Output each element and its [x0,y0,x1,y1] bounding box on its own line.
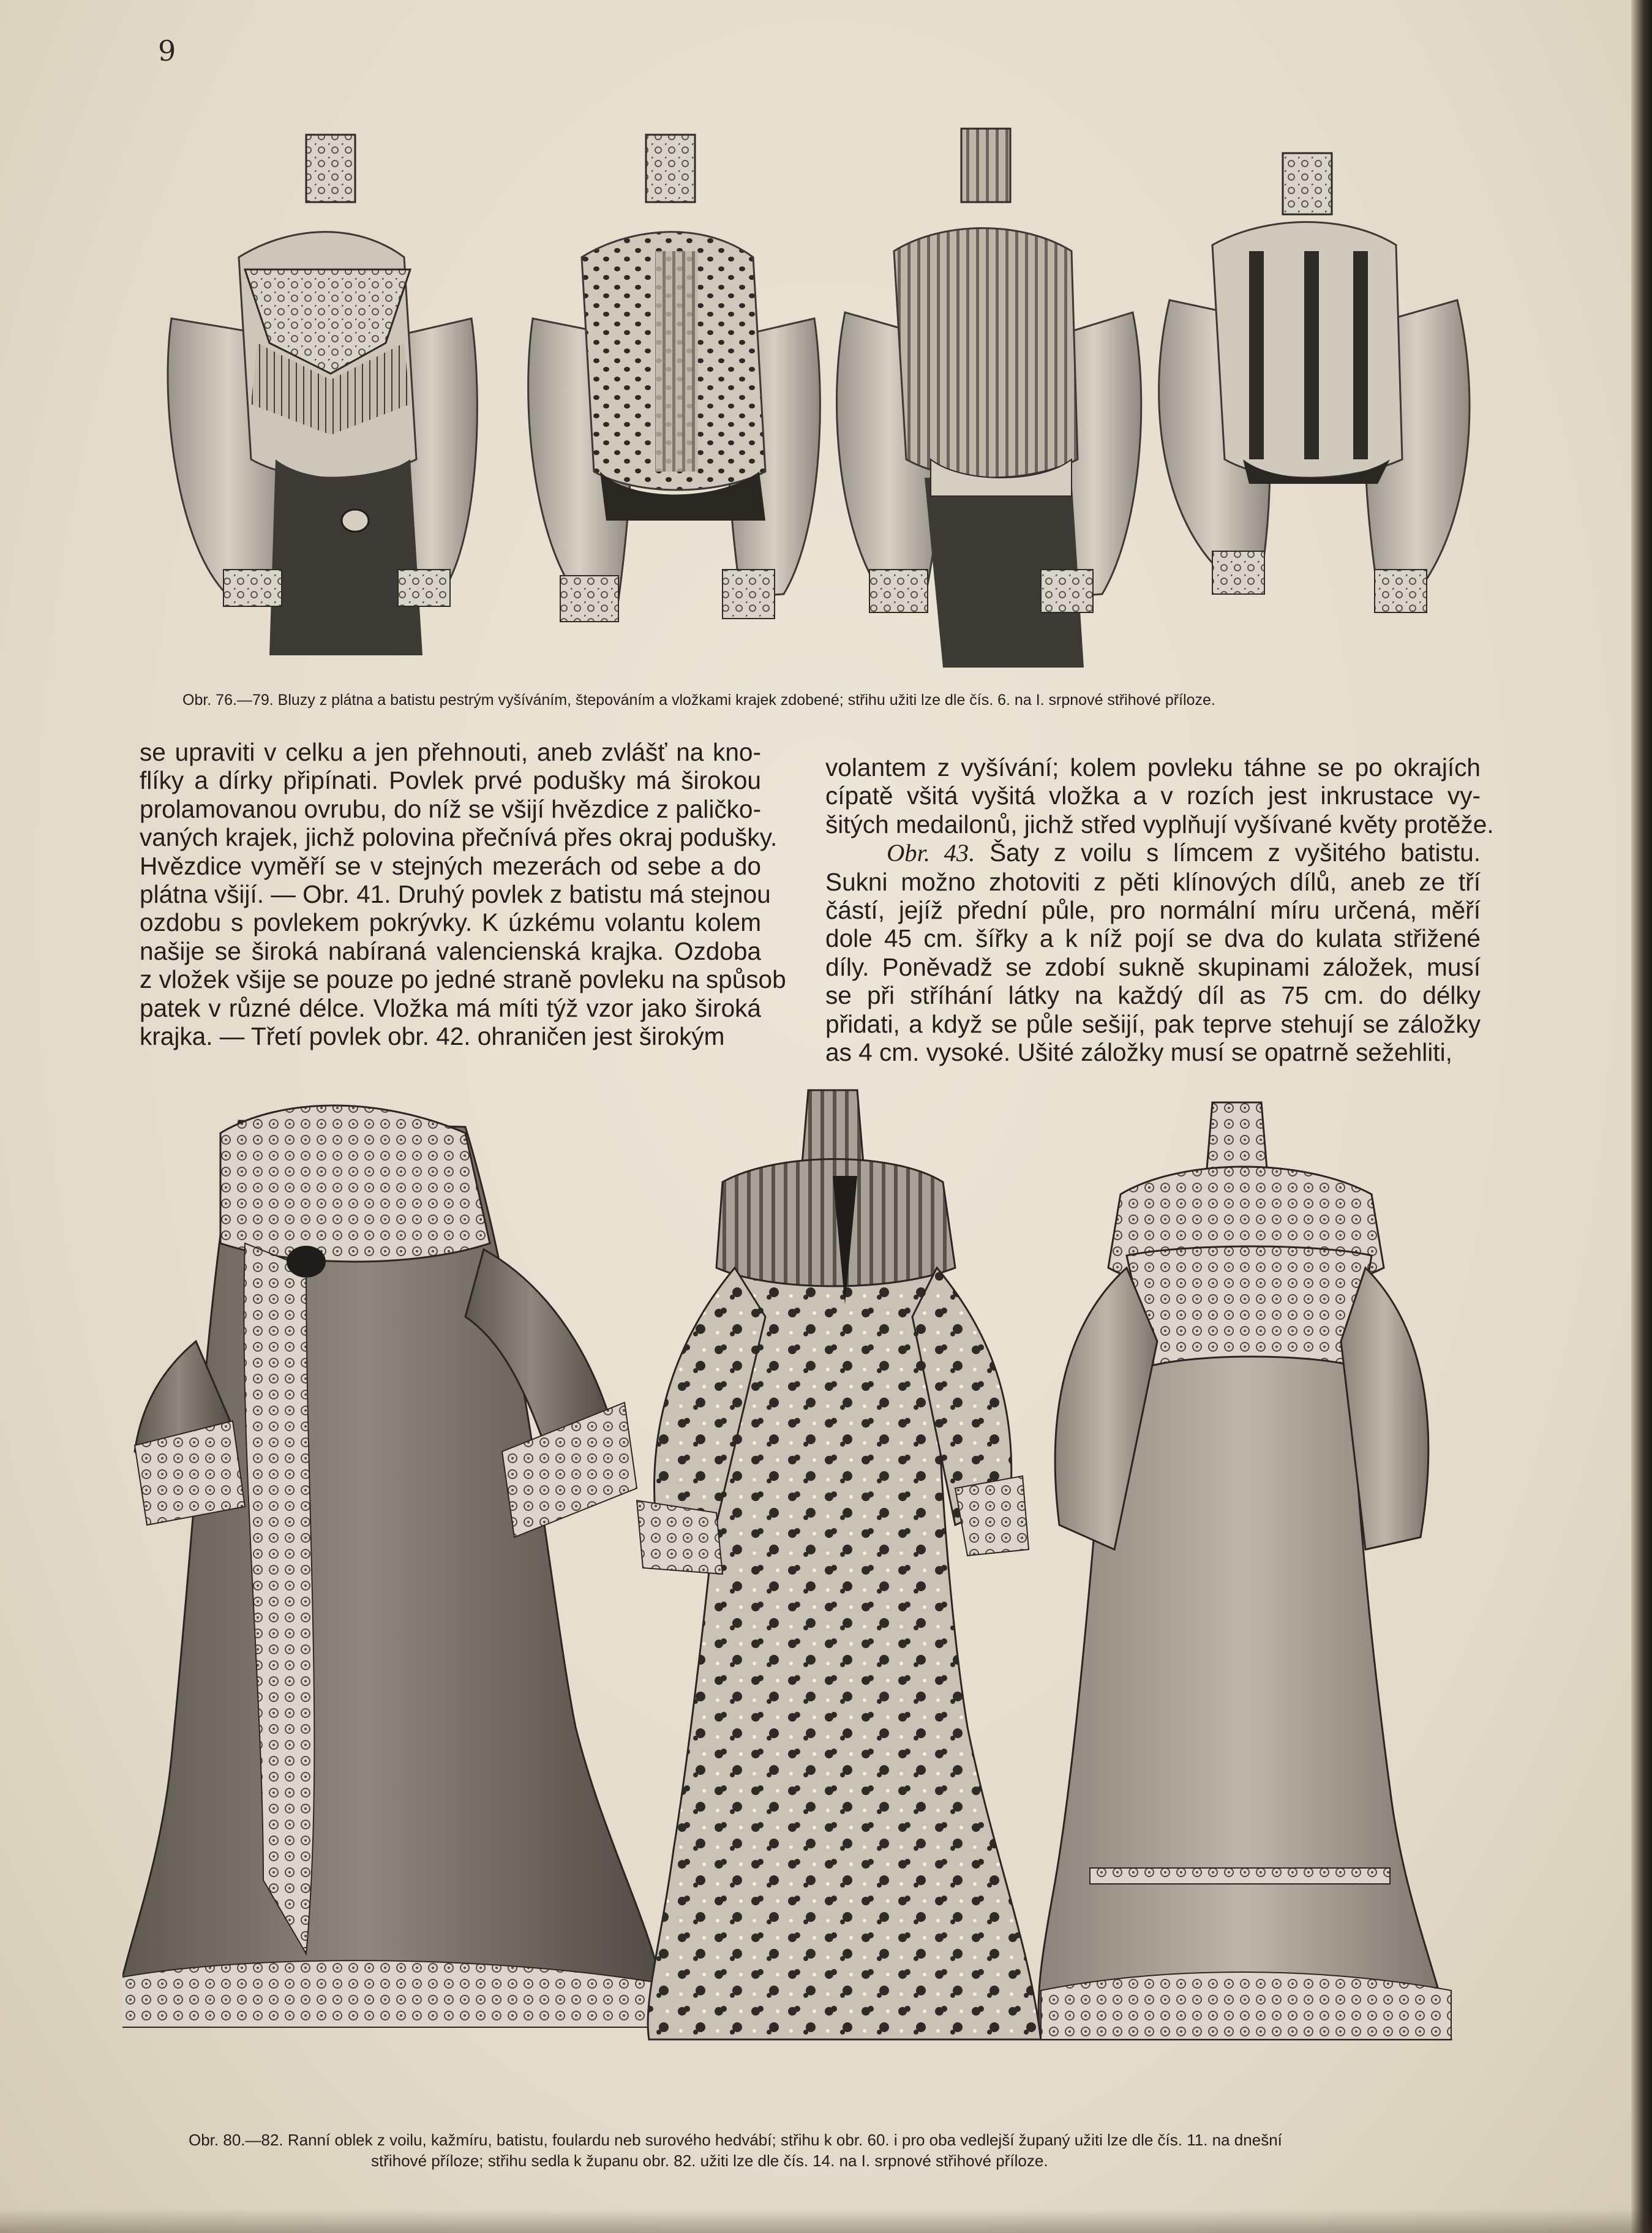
gown-illustrations [122,1084,1476,2125]
right-text-column [825,753,1494,1067]
gown-plate [122,1084,1476,2125]
right-line: dole 45 cm. šířky a k níž pojí se dva do kulata střižené [825,924,1481,953]
right-line: šitých medailonů, jichž střed vyplňují vyšívané květy protěže. [825,810,1494,838]
left-line: z vložek všije se pouze po jedné straně povleku na spůsob [140,965,786,994]
top-plate-caption: Obr. 76.—79. Bluzy z plátna a batistu pestrým vyšíváním, štepováním a vložkami krajek zdobené; střihu užiti lze dle čís. 6. na I. srpnové střihové příloze. [182,691,1215,709]
right-line: díly. Poněvadž se zdobí sukně skupinami záložek, musí [825,952,1481,981]
right-line: Sukni možno zhotoviti z pěti klínových dílů, aneb ze tří [825,867,1481,896]
right-line-fig-43 [825,838,1481,867]
left-line: plátna všijí. — Obr. 41. Druhý povlek z batistu má stejnou [140,880,771,909]
bottom-plate-caption-line-1: Obr. 80.—82. Ranní oblek z voilu, kažmíru, batistu, foulardu neb surového hedvábí; střihu k obr. 60. i pro oba vedlejší županý užiti lze dle čís. 11. na dnešní [189,2131,1282,2149]
right-line: částí, jejíž přední půle, pro normální míru určená, měří [825,896,1481,925]
right-line: cípatě všitá vyšitá vložka a v rozích jest inkrustace vy- [825,781,1481,810]
left-line: patek v různé délce. Vložka má míti týž vzor jako široká [140,993,761,1022]
blouse-plate [153,116,1506,668]
gown-82 [1038,1102,1451,2039]
blouse-76 [168,135,477,655]
page-number: 9 [158,34,176,67]
left-line: se upraviti v celku a jen přehnouti, aneb zvlášť na kno- [140,738,761,766]
right-line: as 4 cm. vysoké. Ušité záložky musí se opatrně sežehliti, [825,1038,1452,1067]
figure-reference: Obr. 43. [887,839,975,867]
left-line: prolamovanou ovrubu, do níž se všijí hvězdice z paličko- [140,794,761,823]
gown-81 [637,1090,1041,2039]
right-line: volantem z vyšívání; kolem povleku táhne se po okrajích [825,753,1481,781]
left-line: krajka. — Třetí povlek obr. 42. ohraničen jest širokým [140,1022,725,1051]
page-bottom-shadow [0,2209,1652,2233]
left-line: vaných krajek, jichž polovina přečnívá přes okraj podušky. [140,823,778,852]
right-line: se při stříhání látky na každý díl as 75 cm. do délky [825,981,1481,1010]
right-line: přidati, a když se půle sešijí, pak teprve stehují se záložky [825,1009,1481,1038]
left-text-column [140,738,786,1051]
blouse-77 [528,135,820,622]
blouse-illustrations [153,116,1506,668]
gown-80 [122,1105,667,2027]
bottom-plate-caption-line-2: střihové příloze; střihu sedla k županu obr. 82. užiti lze dle čís. 14. na I. srpnové střihové příloze. [371,2152,1048,2170]
left-line: Hvězdice vyměří se v stejných mezerách od sebe a do [140,851,761,880]
book-spine-edge [1631,0,1652,2233]
figure-description: Šaty z voilu s límcem z vyšitého batistu. [989,838,1481,867]
blouse-78 [837,129,1141,668]
left-line: ozdobu s povlekem pokrývky. K úzkému volantu kolem [140,908,761,937]
blouse-79 [1159,153,1470,612]
left-line: našije se široká nabíraná valencienská krajka. Ozdoba [140,936,761,965]
left-line: flíky a dírky připínati. Povlek prvé podušky má širokou [140,766,761,795]
